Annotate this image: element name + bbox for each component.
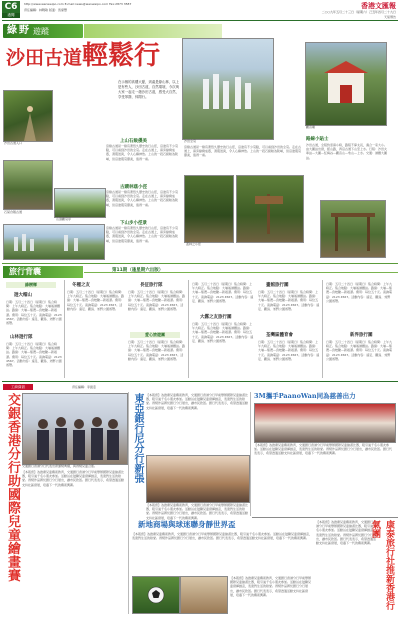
photo-shatin-city [182, 38, 274, 140]
photo-temple [305, 42, 387, 126]
editor-line: 責任編輯：林曉敏 版面：馬偉豐 [24, 8, 67, 12]
city-skyline-icon [4, 225, 104, 259]
col1-head: 綠樹鄉 [6, 282, 56, 288]
col4-text-top: 日期：五月二十四日（星期日）集合時間：上午九時正。集合地點：大埔墟港鐵站。路線：大埔—船灣—烏蛟騰—新娘潭。費用：每位五十元。查詢電話：2123 4567。活動內容：遠足、觀鳥、郊野公園遊覽。 [192, 282, 254, 303]
story4-title: 新地商場與球迷聯身靜世界盃 [138, 520, 236, 529]
travel-col-sep-2 [188, 280, 189, 378]
banner-leaf-strip [84, 24, 222, 38]
col1-sub: 遊大帽山 [14, 293, 32, 298]
bottom-section-label: 工商資訊 [3, 384, 33, 390]
banner-char-b: 野 [19, 25, 29, 36]
story2-title: 東亞銀行尼分行新張 [132, 393, 143, 483]
caption-b: 石屎台階古道 [4, 210, 23, 214]
bottom-editor: 責任編輯：李振亞 [72, 385, 97, 389]
section-code: C6 [2, 1, 20, 13]
col6-head: 愛心旅遊團 [130, 332, 180, 338]
football-icon [133, 577, 179, 613]
subhead-1: 上山石級優美 [120, 139, 147, 144]
bottom-col-sep-1 [128, 392, 129, 614]
travel-bottom-rule [2, 381, 398, 382]
url-line[interactable]: http://www.wenweipo.com E-mail:news@wenweipo.com Fax:2873 3587 [24, 2, 132, 6]
header-rule [2, 20, 398, 21]
gate-icon [321, 201, 385, 257]
travel-banner [3, 266, 83, 278]
weather-label: 天氣預告 [383, 15, 396, 19]
banner-char-c: 遊蹤 [33, 27, 49, 36]
photo-award-ceremony [22, 393, 128, 465]
story3-title: 3M攜手PaanoWan同為慈善出力 [254, 392, 356, 400]
story1-caption: 交通銀行香港分行代表出席頒獎典禮，與得獎兒童合照。 [22, 464, 98, 468]
photo-bank-opening [146, 455, 250, 503]
photo-gate [320, 200, 386, 258]
travel-col-sep-3 [322, 280, 323, 378]
photo-trail-entrance [3, 90, 53, 142]
travel-col-sep-1 [64, 280, 65, 378]
travel-banner-text: 旅行背囊 [9, 267, 41, 276]
col2-text: 日期：五月二十四日（星期日）集合時間：上午九時正。集合地點：大埔墟港鐵站。路線：大埔—船灣—烏蛟騰—新娘潭。費用：每位五十元。查詢電話：2123 4567。活動內容：遠足、觀鳥、郊野公園遊覽。 [67, 290, 125, 311]
people-group-icon [23, 394, 127, 464]
title-emphasis: 輕鬆行 [82, 41, 161, 71]
photo-panorama-left [3, 224, 105, 260]
caption-c: 山頂觀景亭 [56, 217, 72, 221]
col7-head: 荃灣區體育會 [266, 333, 293, 338]
date-line: 二○○九年五月二十三日（星期六）己丑年四月二十九日 [321, 10, 396, 14]
story4-text: 【本報訊】為推廣兒童藝術教育，交通銀行香港分行早前舉辦國際兒童繪畫比賽，吸引逾千名小朋友參加。活動旨在鼓勵兒童發揮創意，表達對生活的熱愛。得獎作品將於銀行分行展出，讓市民欣賞。銀行代表表示，希望透過活動支持社區發展，培養下一代的藝術興趣。 [132, 532, 313, 541]
bottom-mid-rule [252, 517, 398, 518]
feature-divider [2, 263, 398, 264]
feature-intro: 在示個的高樓大廈，到處是綠山林，以上是有些人，沙田古道，自然環境，今次與大家一起走一趟沙田古道，感受大自然，享受寧靜，休閒行。 [118, 80, 180, 99]
travel-date-tag: 第11期（逢星期六出版） [112, 268, 164, 273]
photo-stone-steps [3, 160, 53, 210]
story2-text: 【本報訊】為推廣兒童藝術教育，交通銀行香港分行早前舉辦國際兒童繪畫比賽，吸引逾千名小朋友參加。活動旨在鼓勵兒童發揮創意，表達對生活的熱愛。得獎作品將於銀行分行展出，讓市民欣賞。銀行代表表示，希望透過活動支持社區發展，培養下一代的藝術興趣。 [146, 393, 249, 410]
col1-sub2: 山林遊行隊 [10, 335, 33, 340]
feature-body-2: 這條古道是一條有著悠久歷史的行山徑，沿途有不少景點，可以看到沙田的全景。走在古道上，兩旁綠樹成蔭，清風送爽，令人心曠神怡。上山的一段石級較為陡峭，但沿途風景優美，值得一看。 [106, 190, 179, 207]
col3-text: 日期：五月二十四日（星期日）集合時間：上午九時正。集合地點：大埔墟港鐵站。路線：大埔—船灣—烏蛟騰—新娘潭。費用：每位五十元。查詢電話：2123 4567。活動內容：遠足、觀鳥、郊野公園遊覽。 [128, 290, 186, 311]
photo-mall-football [132, 576, 180, 614]
col8-text: 日期：五月二十四日（星期日）集合時間：上午九時正。集合地點：大埔墟港鐵站。路線：大埔—船灣—烏蛟騰—新娘潭。費用：每位五十元。查詢電話：2123 4567。活動內容：遠足、觀鳥、郊野公園遊覽。 [326, 340, 393, 361]
subhead-2: 古蹟林蔭小徑 [120, 185, 147, 190]
signpost-icon [237, 176, 303, 242]
masthead: 香港文匯報 [361, 1, 396, 10]
subhead-3: 下山步小徑景 [120, 221, 147, 226]
col8-text-top: 日期：五月二十四日（星期日）集合時間：上午九時正。集合地點：大埔墟港鐵站。路線：大埔—船灣—烏蛟騰—新娘潭。費用：每位五十元。查詢電話：2123 4567。活動內容：遠足、觀鳥、郊野公園遊覽。 [326, 282, 393, 303]
col7-text: 日期：五月二十四日（星期日）集合時間：上午九時正。集合地點：大埔墟港鐵站。路線：大埔—船灣—烏蛟騰—新娘潭。費用：每位五十元。查詢電話：2123 4567。活動內容：遠足、觀鳥、郊野公園遊覽。 [258, 340, 320, 361]
caption-a: 沙田古道入口 [4, 141, 23, 145]
caption-e: 沙田全景 [184, 139, 197, 143]
col8-head: 新界旅行團 [350, 333, 373, 338]
story4-text-2: 【本報訊】為推廣兒童藝術教育，交通銀行香港分行早前舉辦國際兒童繪畫比賽，吸引逾千名小朋友參加。活動旨在鼓勵兒童發揮創意，表達對生活的熱愛。得獎作品將於銀行分行展出，讓市民欣賞。銀行代表表示，希望透過活動支持社區發展，培養下一代的藝術興趣。 [230, 576, 312, 597]
feature-title [6, 41, 161, 71]
title-plain: 沙田古道 [6, 47, 83, 69]
story5-title: 康泰旅行社推新香港行氣團 [370, 520, 394, 610]
feature-body-4: 這條古道是一條有著悠久歷史的行山徑，沿途有不少景點，可以看到沙田的全景。走在古道上，兩旁綠樹成蔭，清風送爽，令人心曠神怡。上山的一段石級較為陡峭，但沿途風景優美，值得一看。 [184, 145, 302, 158]
col5-text: 日期：五月二十四日（星期日）集合時間：上午九時正。集合地點：大埔墟港鐵站。路線：大埔—船灣—烏蛟騰—新娘潭。費用：每位五十元。查詢電話：2123 4567。活動內容：遠足、觀鳥、郊野公園遊覽。 [258, 290, 320, 311]
feature-body-1: 這條古道是一條有著悠久歷史的行山徑，沿途有不少景點，可以看到沙田的全景。走在古道上，兩旁綠樹成蔭，清風送爽，令人心曠神怡。上山的一段石級較為陡峭，但沿途風景優美，值得一看。 [106, 144, 179, 161]
feature-body-3: 這條古道是一條有著悠久歷史的行山徑，沿途有不少景點，可以看到沙田的全景。走在古道上，兩旁綠樹成蔭，清風送爽，令人心曠神怡。上山的一段石級較為陡峭，但沿途風景優美，值得一看。 [106, 226, 179, 243]
story2-text-2: 【本報訊】為推廣兒童藝術教育，交通銀行香港分行早前舉辦國際兒童繪畫比賽，吸引逾千名小朋友參加。活動旨在鼓勵兒童發揮創意，表達對生活的熱愛。得獎作品將於銀行分行展出，讓市民欣賞。銀行代表表示，希望透過活動支持社區發展，培養下一代的藝術興趣。 [146, 503, 249, 520]
feature-banner [3, 24, 83, 38]
section-sub: 港聞 [2, 13, 20, 18]
right-info-head: 路線小貼士 [306, 137, 329, 142]
caption-f: 叢林之小徑 [186, 242, 202, 246]
photo-forest-path [184, 175, 234, 243]
photo-pavilion [54, 188, 106, 218]
bottom-col-sep-2 [250, 392, 251, 516]
temple-icon [306, 43, 386, 125]
col1-text2: 日期：五月二十四日（星期日）集合時間：上午九時正。集合地點：大埔墟港鐵站。路線：大埔—船灣—烏蛟騰—新娘潭。費用：每位五十元。查詢電話：2123 4567。活動內容：遠足、觀鳥、郊野公園遊覽。 [6, 342, 62, 368]
col4-head: 大霧之友旅行團 [200, 315, 232, 320]
photo-mall-event [180, 576, 228, 614]
banner-char-a: 綠 [7, 25, 17, 36]
story5-text: 【本報訊】為推廣兒童藝術教育，交通銀行香港分行早前舉辦國際兒童繪畫比賽，吸引逾千名小朋友參加。活動旨在鼓勵兒童發揮創意，表達對生活的熱愛。得獎作品將於銀行分行展出，讓市民欣賞。銀行代表表示，希望透過活動支持社區發展，培養下一代的藝術興趣。 [316, 520, 377, 546]
right-info-text: 沙田古道，全程約需兩小時，路程不算太長，適合一家大小。由大圍站出發，經山路，再沿古道下山至上水。行程：沙田火車站—大圍—紅梅谷—觀音山—象山—上水。交通：港鐵大圍站。 [306, 143, 388, 160]
col2-head: 冬種之友 [72, 283, 90, 288]
col1-text: 日期：五月二十四日（星期日）集合時間：上午九時正。集合地點：大埔墟港鐵站。路線：大埔—船灣—烏蛟騰—新娘潭。費用：每位五十元。查詢電話：2123 4567。活動內容：遠足、觀鳥、郊野公園遊覽。 [6, 300, 62, 326]
col3-head: 長征旅行隊 [140, 283, 163, 288]
story3-text: 【本報訊】為推廣兒童藝術教育，交通銀行香港分行早前舉辦國際兒童繪畫比賽，吸引逾千名小朋友參加。活動旨在鼓勵兒童發揮創意，表達對生活的熱愛。得獎作品將於銀行分行展出，讓市民欣賞。銀行代表表示，希望透過活動支持社區發展，培養下一代的藝術興趣。 [254, 443, 393, 456]
caption-d: 觀音廟 [306, 125, 316, 129]
photo-wooden-sign [236, 175, 304, 243]
col4-text: 日期：五月二十四日（星期日）集合時間：上午九時正。集合地點：大埔墟港鐵站。路線：大埔—船灣—烏蛟騰—新娘潭。費用：每位五十元。查詢電話：2123 4567。活動內容：遠足、觀鳥、郊野公園遊覽。 [192, 322, 254, 343]
towers-icon [183, 39, 273, 139]
col5-head: 畫館旅行團 [266, 283, 289, 288]
story1-title: 交銀香港分行助國際兒童繪畫賽 [5, 393, 20, 582]
trail-figure-icon [4, 91, 52, 141]
travel-rule [84, 272, 398, 273]
col6-text: 日期：五月二十四日（星期日）集合時間：上午九時正。集合地點：大埔墟港鐵站。路線：大埔—船灣—烏蛟騰—新娘潭。費用：每位五十元。查詢電話：2123 4567。活動內容：遠足、觀鳥、郊野公園遊覽。 [128, 340, 186, 361]
story1-text: 【本報訊】為推廣兒童藝術教育，交通銀行香港分行早前舉辦國際兒童繪畫比賽，吸引逾千名小朋友參加。活動旨在鼓勵兒童發揮創意，表達對生活的熱愛。得獎作品將於銀行分行展出，讓市民欣賞。銀行代表表示，希望透過活動支持社區發展，培養下一代的藝術興趣。 [22, 470, 125, 487]
photo-3m-event [254, 403, 396, 443]
